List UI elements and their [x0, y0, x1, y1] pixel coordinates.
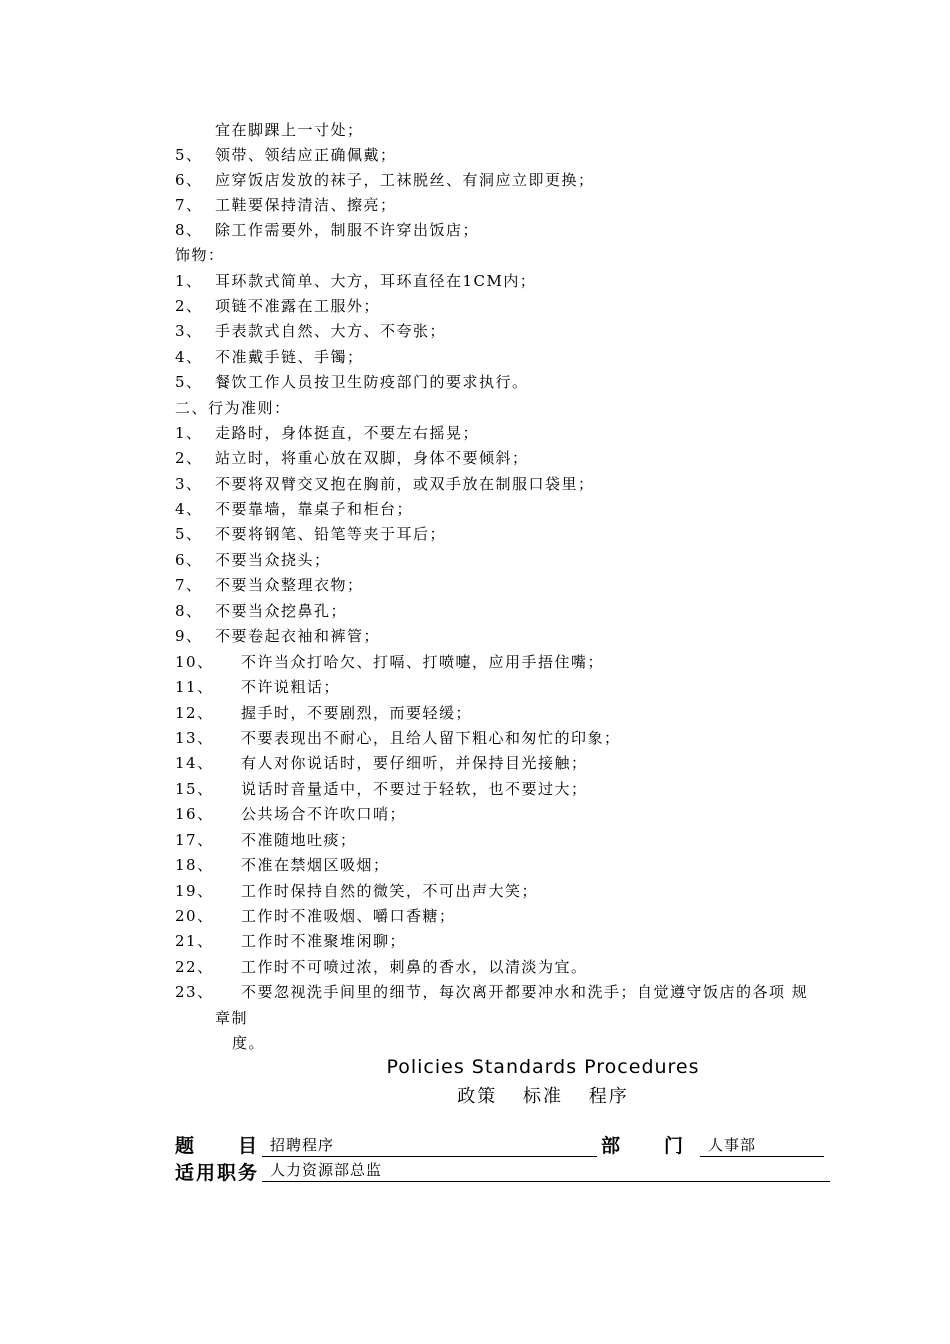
list-item — [175, 879, 538, 904]
item-text: 走路时，身体挺直，不要左右摇晃； — [215, 424, 480, 442]
list-item — [175, 929, 406, 954]
item-number: 6、 — [175, 171, 203, 189]
list-item — [175, 751, 588, 776]
list-item — [175, 599, 347, 624]
item-text: 不要表现出不耐心，且给人留下粗心和匆忙的印象； — [241, 729, 621, 747]
list-item — [175, 319, 446, 344]
list-item — [175, 675, 340, 700]
item-number: 21、 — [175, 932, 214, 950]
list-item — [175, 955, 588, 980]
item-number: 8、 — [175, 221, 203, 239]
item-text: 公共场合不许吹口哨； — [241, 805, 407, 823]
list-item — [175, 548, 331, 573]
accessories-heading: 饰物： — [175, 246, 225, 264]
list-item — [175, 472, 595, 497]
list-item — [175, 294, 380, 319]
list-item — [175, 904, 456, 929]
item-text: 不准戴手链、手镯； — [215, 348, 364, 366]
list-item — [175, 218, 479, 243]
item-number: 4、 — [175, 500, 203, 518]
list-item — [175, 573, 364, 598]
item-number: 8、 — [175, 602, 203, 620]
item-number: 7、 — [175, 576, 203, 594]
continuation-line: 宜在脚踝上一寸处； — [215, 121, 364, 139]
item-text: 工作时不准聚堆闲聊； — [241, 932, 407, 950]
list-item — [175, 497, 413, 522]
list-item — [175, 168, 595, 193]
item-text: 不要将双臂交叉抱在胸前，或双手放在制服口袋里； — [215, 475, 595, 493]
list-item — [175, 269, 536, 294]
item-text: 工鞋要保持清洁、擦亮； — [215, 196, 397, 214]
item-number: 18、 — [175, 856, 214, 874]
item-text: 不准在禁烟区吸烟； — [241, 856, 390, 874]
item-text: 应穿饭店发放的袜子，工袜脱丝、有洞应立即更换； — [215, 171, 595, 189]
item-number: 11、 — [175, 678, 214, 696]
item-text: 项链不准露在工服外； — [215, 297, 381, 315]
item-number: 22、 — [175, 958, 214, 976]
policy-title-cn: 政策 标准 程序 — [457, 1086, 629, 1107]
department-label: 部 门 — [601, 1135, 686, 1157]
subject-field: 招聘程序 — [262, 1134, 597, 1157]
item-number: 14、 — [175, 754, 214, 772]
item-number: 17、 — [175, 831, 214, 849]
item-number: 5、 — [175, 373, 203, 391]
list-item — [175, 421, 479, 446]
list-item — [175, 777, 588, 802]
item-number: 23、 — [175, 983, 214, 1001]
item-number: 6、 — [175, 551, 203, 569]
item-text: 不要卷起衣袖和裤管； — [215, 627, 381, 645]
department-field: 人事部 — [700, 1134, 824, 1157]
list-item — [175, 650, 604, 675]
item-text: 不准随地吐痰； — [241, 831, 357, 849]
position-label: 适用职务 — [175, 1162, 260, 1184]
item-text: 不要当众挖鼻孔； — [215, 602, 348, 620]
list-item — [175, 701, 472, 726]
list-item — [175, 828, 357, 853]
item-number: 15、 — [175, 780, 214, 798]
item-number: 13、 — [175, 729, 214, 747]
item-text: 工作时保持自然的微笑，不可出声大笑； — [241, 882, 539, 900]
item-number: 10、 — [175, 653, 214, 671]
item-text: 不要当众挠头； — [215, 551, 331, 569]
item-number: 9、 — [175, 627, 203, 645]
item-text: 不要靠墙，靠桌子和柜台； — [215, 500, 414, 518]
subject-label: 题 目 — [175, 1135, 260, 1157]
item-text: 站立时，将重心放在双脚，身体不要倾斜； — [215, 449, 529, 467]
item-text: 除工作需要外，制服不许穿出饭店； — [215, 221, 480, 239]
conduct-heading: 二、行为准则： — [175, 399, 291, 417]
item-text: 手表款式自然、大方、不夸张； — [215, 322, 447, 340]
item-number: 2、 — [175, 449, 203, 467]
list-item — [175, 853, 390, 878]
item-number: 3、 — [175, 322, 203, 340]
item-text: 不要忽视洗手间里的细节，每次离开都要冲水和洗手；自觉遵守饭店的各项 规 — [241, 983, 809, 1001]
item-text: 工作时不准吸烟、嚼口香糖； — [241, 907, 456, 925]
item-number: 3、 — [175, 475, 203, 493]
list-item — [175, 624, 380, 649]
item-text: 不要当众整理衣物； — [215, 576, 364, 594]
list-item — [175, 980, 808, 1005]
list-item — [175, 370, 529, 395]
item-text: 不要将钢笔、铅笔等夹于耳后； — [215, 525, 447, 543]
item-text: 说话时音量适中，不要过于轻软，也不要过大； — [241, 780, 588, 798]
list-item — [175, 726, 621, 751]
item-text: 不许说粗话； — [241, 678, 341, 696]
list-item — [175, 802, 406, 827]
item-number: 7、 — [175, 196, 203, 214]
list-item — [175, 143, 397, 168]
list-item — [175, 446, 529, 471]
item-number: 1、 — [175, 272, 203, 290]
item-text: 工作时不可喷过浓，刺鼻的香水，以清淡为宜。 — [241, 958, 588, 976]
item-number: 2、 — [175, 297, 203, 315]
wrapped-text: 度。 — [232, 1034, 266, 1052]
item-number: 20、 — [175, 907, 214, 925]
item-number: 5、 — [175, 525, 203, 543]
position-field: 人力资源部总监 — [262, 1159, 830, 1182]
item-number: 12、 — [175, 704, 214, 722]
list-item — [175, 522, 446, 547]
item-number: 4、 — [175, 348, 203, 366]
item-number: 1、 — [175, 424, 203, 442]
wrapped-text: 章制 — [215, 1009, 249, 1027]
item-text: 有人对你说话时，要仔细听，并保持目光接触； — [241, 754, 588, 772]
item-text: 握手时，不要剧烈，而要轻缓； — [241, 704, 473, 722]
item-text: 耳环款式简单、大方，耳环直径在1CM内； — [215, 272, 537, 290]
item-text: 餐饮工作人员按卫生防疫部门的要求执行。 — [215, 373, 529, 391]
item-text: 领带、领结应正确佩戴； — [215, 146, 397, 164]
item-text: 不许当众打哈欠、打嗝、打喷嚏，应用手捂住嘴； — [241, 653, 605, 671]
item-number: 19、 — [175, 882, 214, 900]
item-number: 16、 — [175, 805, 214, 823]
item-number: 5、 — [175, 146, 203, 164]
list-item — [175, 193, 397, 218]
list-item — [175, 345, 364, 370]
policy-title-en: Policies Standards Procedures — [386, 1056, 700, 1078]
